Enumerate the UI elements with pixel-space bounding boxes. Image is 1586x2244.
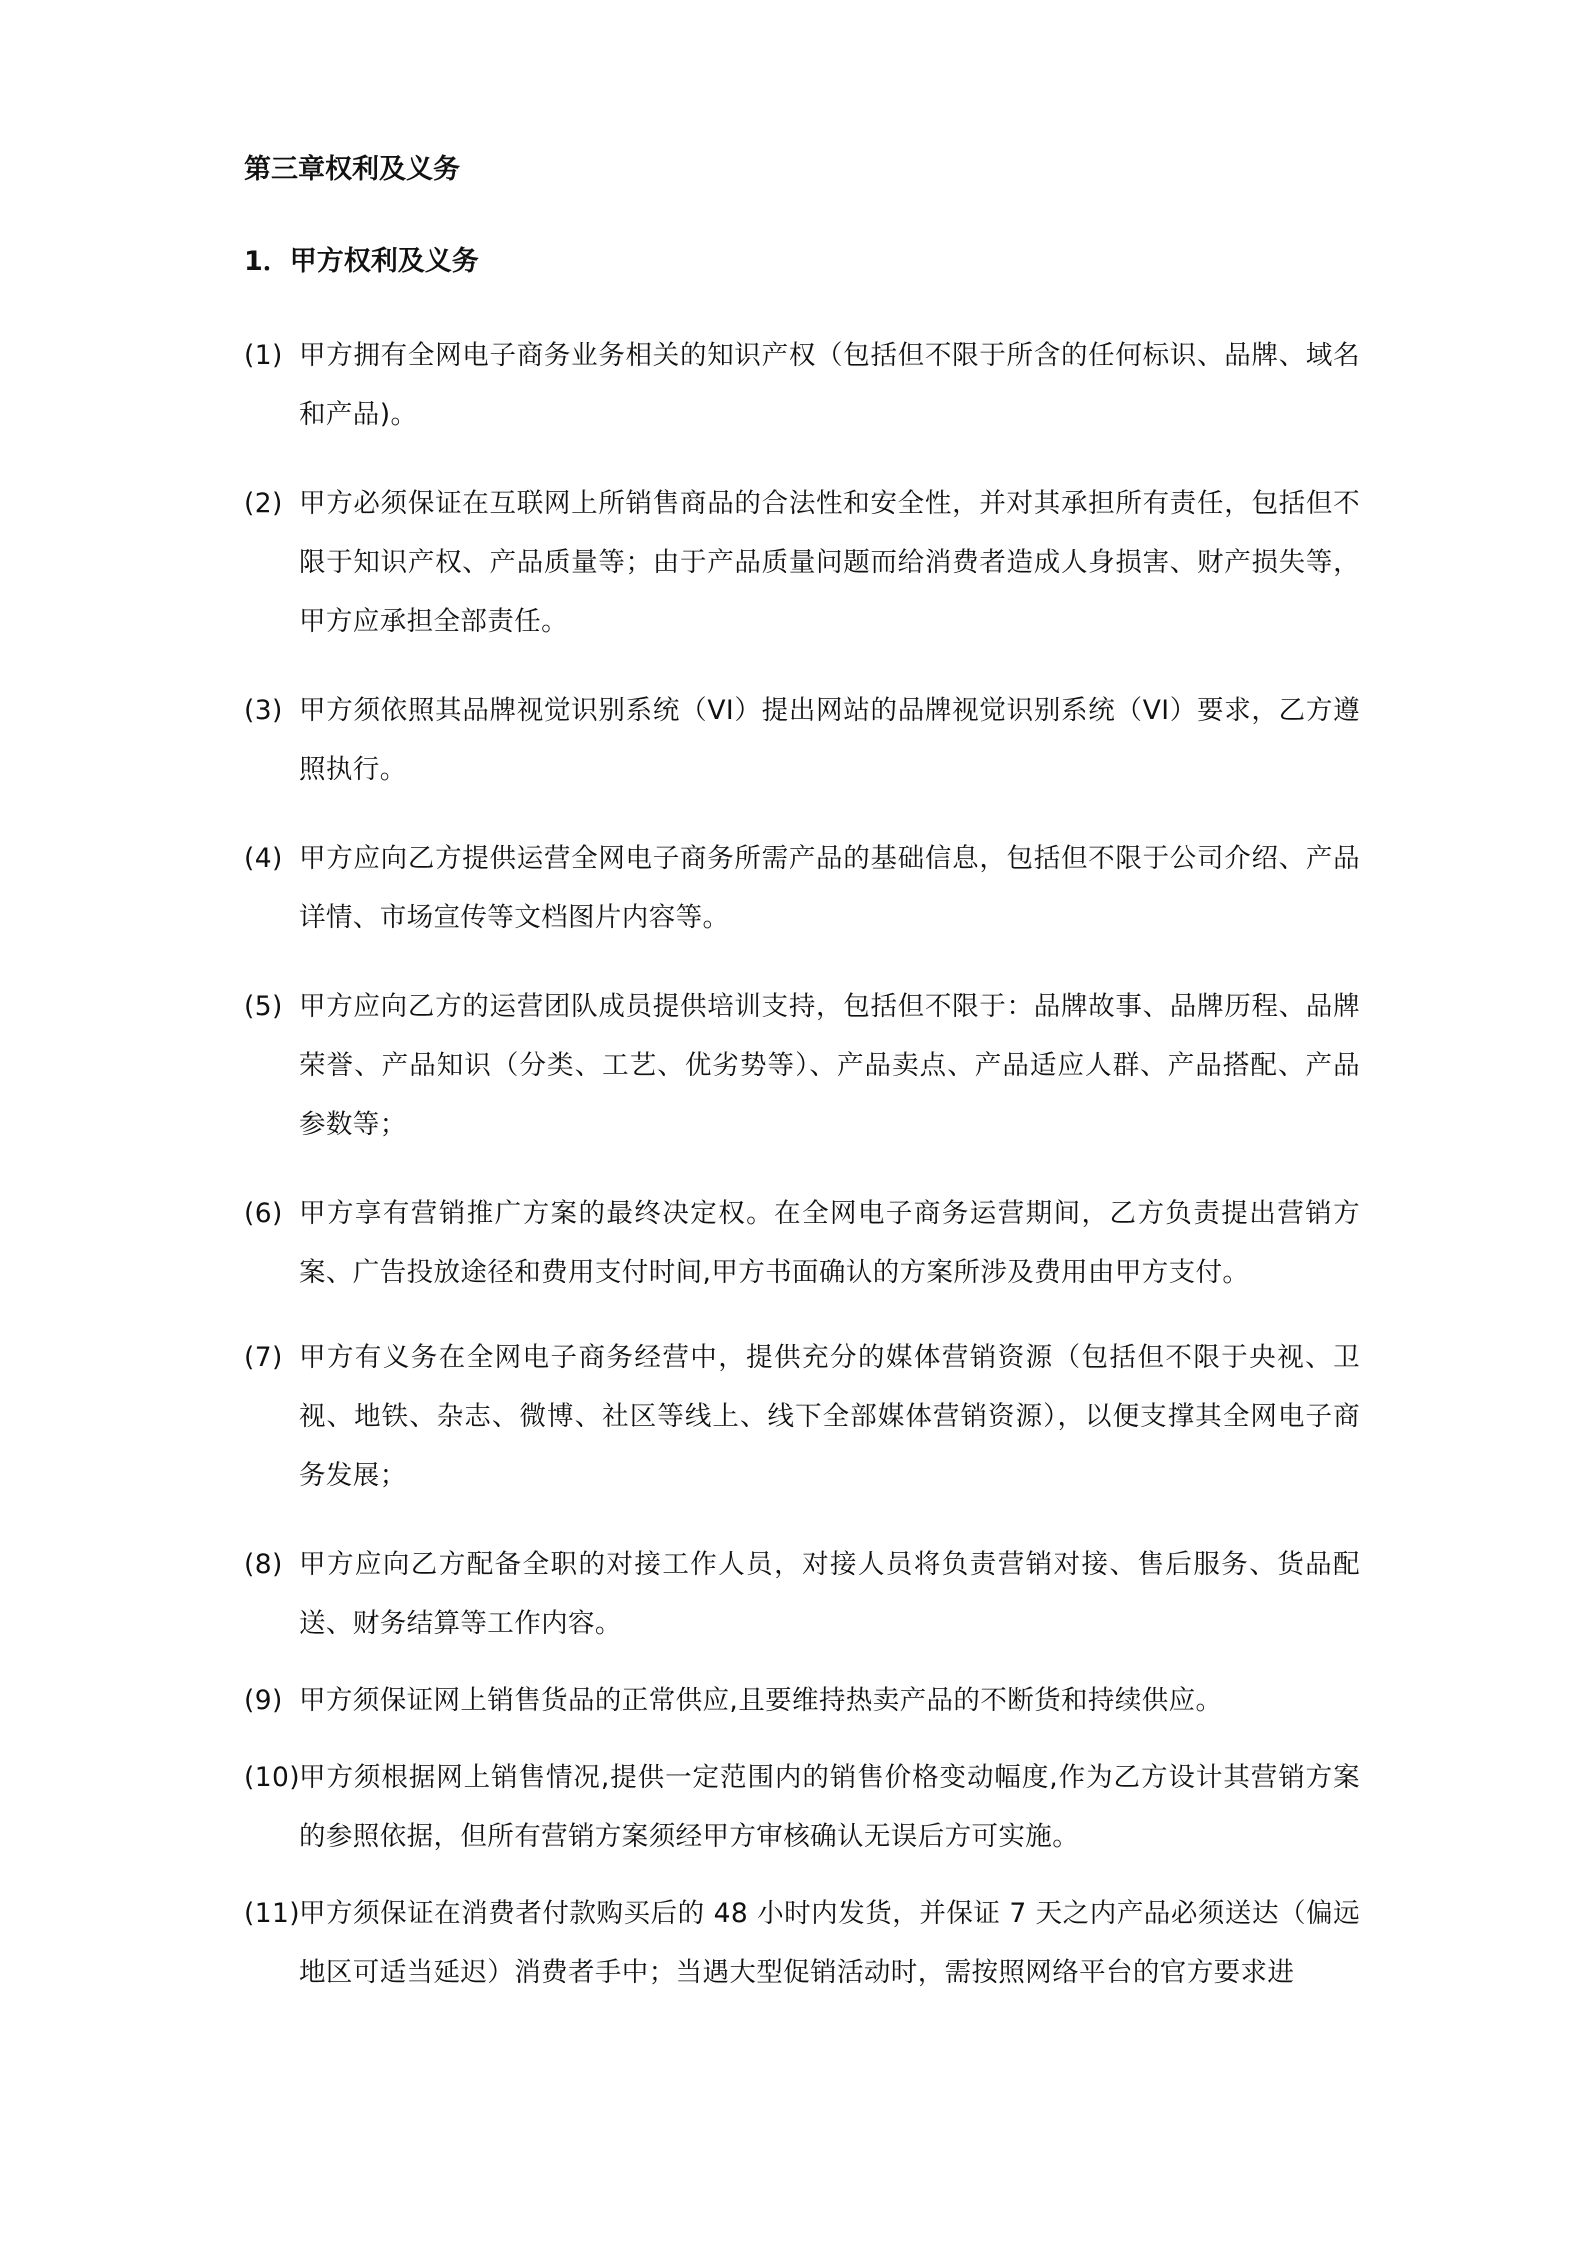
item-text: 甲方拥有全网电子商务业务相关的知识产权（包括但不限于所含的任何标识、品牌、域名和产品)。 [299,340,1360,430]
list-item [244,829,1360,947]
item-number: (8) [244,1549,283,1580]
chapter-title: 第三章权利及义务 [244,154,460,185]
item-number: (2) [244,488,283,519]
item-number: (3) [244,695,283,726]
item-number: (11) [244,1898,300,1929]
item-number: (5) [244,991,283,1022]
item-text: 甲方应向乙方配备全职的对接工作人员，对接人员将负责营销对接、售后服务、货品配送、财务结算等工作内容。 [299,1549,1360,1639]
item-number: (10) [244,1762,300,1793]
obligations-list [244,326,1360,2002]
item-text: 甲方须依照其品牌视觉识别系统（VI）提出网站的品牌视觉识别系统（VI）要求，乙方遵照执行。 [299,695,1360,785]
item-text: 甲方必须保证在互联网上所销售商品的合法性和安全性，并对其承担所有责任，包括但不限于知识产权、产品质量等；由于产品质量问题而给消费者造成人身损害、财产损失等，甲方应承担全部责任。 [299,488,1360,637]
list-item [244,1671,1360,1730]
item-number: (9) [244,1685,283,1716]
list-item [244,1184,1360,1302]
item-text: 甲方须保证网上销售货品的正常供应,且要维持热卖产品的不断货和持续供应。 [299,1685,1223,1716]
list-item [244,977,1360,1154]
item-text: 甲方须根据网上销售情况,提供一定范围内的销售价格变动幅度,作为乙方设计其营销方案的参照依据，但所有营销方案须经甲方审核确认无误后方可实施。 [299,1762,1360,1852]
item-text: 甲方须保证在消费者付款购买后的 48 小时内发货，并保证 7 天之内产品必须送达（偏远地区可适当延迟）消费者手中；当遇大型促销活动时，需按照网络平台的官方要求进 [299,1898,1360,1988]
item-text: 甲方享有营销推广方案的最终决定权。在全网电子商务运营期间，乙方负责提出营销方案、广告投放途径和费用支付时间,甲方书面确认的方案所涉及费用由甲方支付。 [299,1198,1360,1288]
list-item [244,681,1360,799]
item-number: (7) [244,1342,283,1373]
section-title: 1．甲方权利及义务 [244,246,479,277]
item-number: (1) [244,340,283,371]
list-item [244,474,1360,651]
list-item [244,1535,1360,1653]
item-number: (4) [244,843,283,874]
item-text: 甲方有义务在全网电子商务经营中，提供充分的媒体营销资源（包括但不限于央视、卫视、地铁、杂志、微博、社区等线上、线下全部媒体营销资源），以便支撑其全网电子商务发展； [299,1342,1360,1491]
list-item [244,1328,1360,1505]
list-item [244,326,1360,444]
list-item [244,1748,1360,1866]
item-number: (6) [244,1198,283,1229]
item-text: 甲方应向乙方的运营团队成员提供培训支持，包括但不限于：品牌故事、品牌历程、品牌荣誉、产品知识（分类、工艺、优劣势等）、产品卖点、产品适应人群、产品搭配、产品参数等； [299,991,1360,1140]
item-text: 甲方应向乙方提供运营全网电子商务所需产品的基础信息，包括但不限于公司介绍、产品详情、市场宣传等文档图片内容等。 [299,843,1360,933]
list-item [244,1884,1360,2002]
